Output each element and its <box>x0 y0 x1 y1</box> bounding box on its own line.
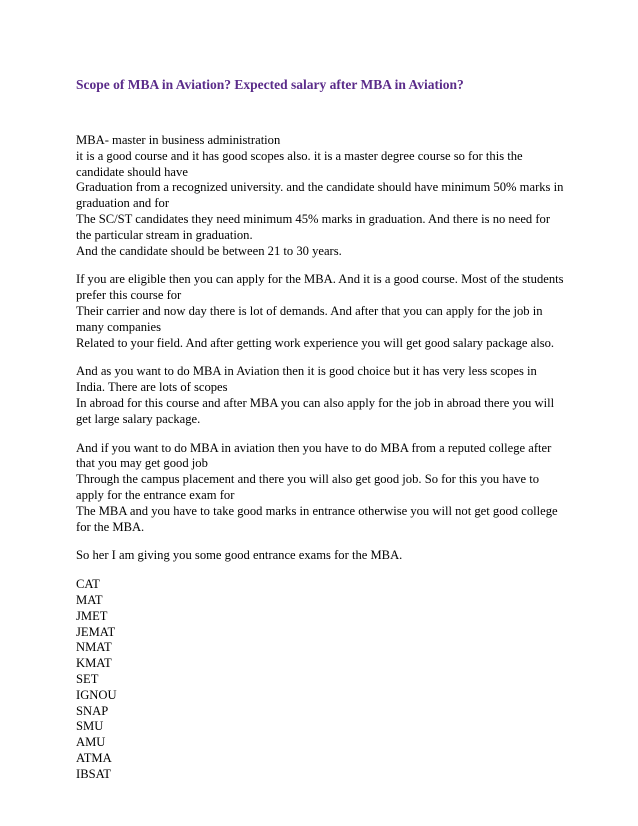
text-line: And as you want to do MBA in Aviation then it is good choice but it has very less scopes in <box>76 364 537 379</box>
text-line: candidate should have <box>76 164 188 179</box>
text-line: the particular stream in graduation. <box>76 227 253 242</box>
paragraph-exams-intro <box>76 548 576 564</box>
text-line: Through the campus placement and there you will also get good job. So for this you have to <box>76 472 540 487</box>
exam-item: JEMAT <box>76 624 116 639</box>
text-line: India. There are lots of scopes <box>76 380 228 395</box>
exam-item: CAT <box>76 577 100 592</box>
text-line: apply for the entrance exam for <box>76 487 235 502</box>
paragraph-eligibility <box>76 133 576 259</box>
text-line: The SC/ST candidates they need minimum 45% marks in graduation. And there is no need for <box>76 211 551 226</box>
text-line: In abroad for this course and after MBA you can also apply for the job in abroad there you will <box>76 395 555 410</box>
text-line: prefer this course for <box>76 288 182 303</box>
text-line: And if you want to do MBA in aviation then you have to do MBA from a reputed college after <box>76 440 552 455</box>
exam-item: IBSAT <box>76 766 111 781</box>
exam-item: ATMA <box>76 750 112 765</box>
paragraph-reputed-college <box>76 441 576 536</box>
text-line: So her I am giving you some good entrance exams for the MBA. <box>76 548 403 563</box>
text-line: it is a good course and it has good scopes also. it is a master degree course so for this the <box>76 148 523 163</box>
text-line: many companies <box>76 319 161 334</box>
exam-item: SET <box>76 671 99 686</box>
exam-item: MAT <box>76 592 103 607</box>
exam-item: AMU <box>76 735 106 750</box>
text-line: If you are eligible then you can apply for the MBA. And it is a good course. Most of the students <box>76 272 564 287</box>
exam-item: KMAT <box>76 656 112 671</box>
entrance-exam-list <box>76 577 576 782</box>
document-body <box>76 133 576 782</box>
exam-item: NMAT <box>76 640 112 655</box>
text-line: graduation and for <box>76 196 170 211</box>
text-line: for the MBA. <box>76 519 145 534</box>
text-line: And the candidate should be between 21 to 30 years. <box>76 243 342 258</box>
text-line: MBA- master in business administration <box>76 133 281 147</box>
text-line: get large salary package. <box>76 411 201 426</box>
exam-item: SMU <box>76 719 104 734</box>
text-line: Related to your field. And after getting work experience you will get good salary package also. <box>76 335 555 350</box>
text-line: The MBA and you have to take good marks in entrance otherwise you will not get good college <box>76 503 558 518</box>
text-line: Graduation from a recognized university. and the candidate should have minimum 50% marks in <box>76 180 564 195</box>
exam-item: JMET <box>76 608 108 623</box>
exam-item: IGNOU <box>76 687 117 702</box>
paragraph-apply <box>76 272 576 351</box>
document-title: Scope of MBA in Aviation? Expected salary after MBA in Aviation? <box>76 77 464 92</box>
exam-item: SNAP <box>76 703 109 718</box>
text-line: Their carrier and now day there is lot of demands. And after that you can apply for the job in <box>76 303 543 318</box>
paragraph-aviation-scope <box>76 364 576 427</box>
text-line: that you may get good job <box>76 456 208 471</box>
